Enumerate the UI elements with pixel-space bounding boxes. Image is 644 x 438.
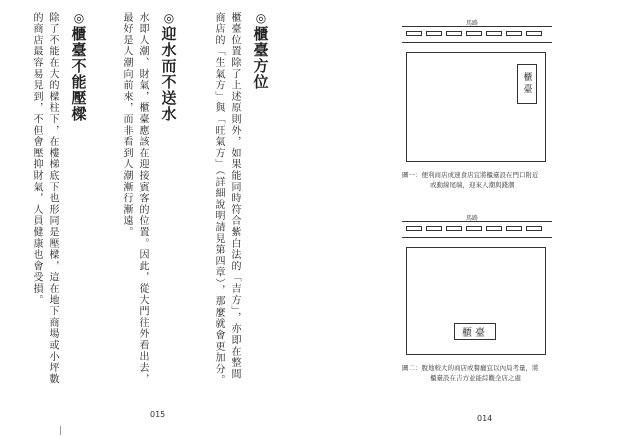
section-no-beam-over-counter [28, 11, 90, 385]
bullet-icon: ◎ [163, 11, 175, 25]
road-marking [406, 31, 422, 36]
section-welcome-water [118, 11, 180, 385]
paragraph-line: 商店的「生氣方」與「旺氣方」（詳細說明請見第四章），那麼就會更加分。 [213, 12, 224, 387]
caption-line: 櫃臺設在吉方並能綜觀全店之處 [430, 374, 521, 382]
road-line [402, 42, 552, 43]
paragraph-line: 水即人潮、財氣，櫃臺應該在迎接賓客的位置。因此，從大門往外看出去， [137, 12, 148, 385]
road-line [402, 26, 552, 27]
figure2-diagram [402, 215, 552, 360]
road-marking [526, 226, 542, 231]
road-line [402, 221, 552, 222]
paragraph-line: 除了不能在大的樑柱下，在樓梯底下也形同是壓樑，這在地下商場或小坪數 [47, 12, 58, 385]
caption-line: 圖二：腹地較大的商店或餐廳宜以內局考量，將 [402, 364, 539, 372]
fold-mark [60, 426, 61, 435]
road-marking [526, 31, 542, 36]
figure2-caption [402, 363, 539, 383]
section-heading: 迎水而不送水 [159, 26, 178, 122]
road-marking [446, 226, 462, 231]
page-number: 015 [150, 410, 166, 419]
section-counter-orientation [210, 11, 272, 387]
road-label: 馬路 [465, 215, 479, 222]
figure1-caption [402, 170, 539, 190]
road-marking [486, 31, 502, 36]
caption-line: 圖一：便利商店或速食店宜將櫃臺設在門口附近 [402, 171, 539, 179]
road-marking [506, 226, 522, 231]
page-number: 014 [477, 414, 493, 423]
counter-box: 櫃臺 [517, 64, 537, 104]
road-marking [466, 226, 482, 231]
bullet-icon: ◎ [255, 11, 267, 25]
figure1-diagram [402, 20, 552, 165]
road-marking [466, 31, 482, 36]
section-heading-group [250, 12, 272, 322]
section-heading: 櫃臺不能壓樑 [69, 26, 88, 122]
road-label: 馬路 [465, 20, 479, 27]
section-heading: 櫃臺方位 [251, 26, 270, 90]
section-heading-group [68, 12, 90, 322]
caption-line: 或動線尾端，迎來人潮與錢潮 [430, 181, 515, 189]
road-marking [486, 226, 502, 231]
counter-box: 櫃臺 [454, 323, 496, 340]
road-marking [446, 31, 462, 36]
paragraph-line: 最好是人潮向前來，而非看到人潮漸行漸遠。 [121, 12, 132, 238]
paragraph-line: 的商店最容易見到，不但會壓抑財氣，人員健康也會受損。 [31, 12, 42, 306]
bullet-icon: ◎ [73, 11, 85, 25]
section-heading-group [158, 12, 180, 322]
road-line [402, 237, 552, 238]
road-marking [426, 31, 442, 36]
road-marking [406, 226, 422, 231]
right-page [322, 0, 644, 438]
road-marking [426, 226, 442, 231]
paragraph-line: 櫃臺位置除了上述原則外，如果能同時符合紫白法的「吉方」，亦即在整間 [229, 12, 240, 380]
road-marking [506, 31, 522, 36]
